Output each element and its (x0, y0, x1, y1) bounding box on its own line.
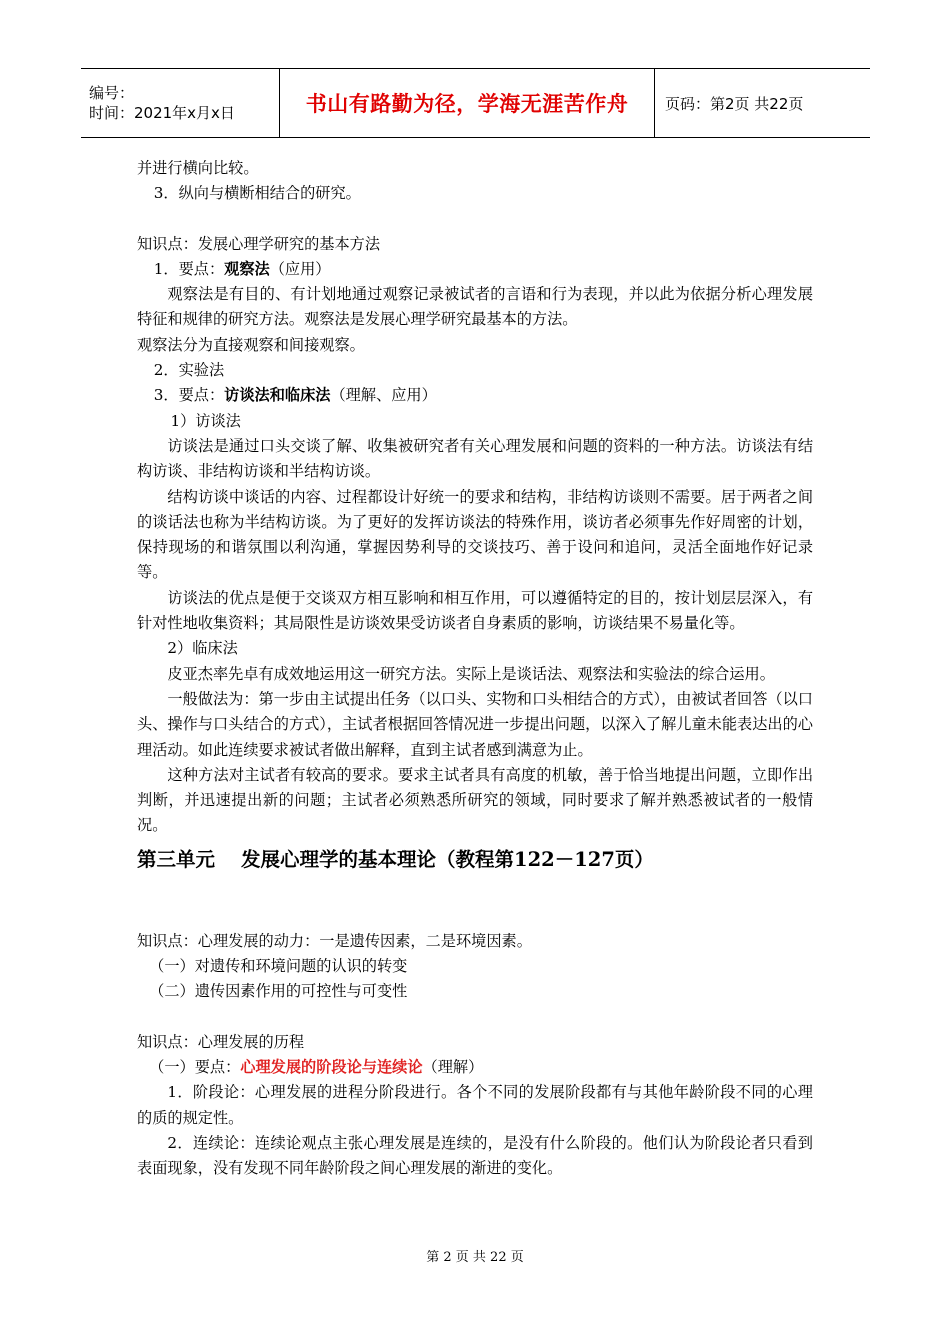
page-footer (0, 1246, 950, 1265)
document-body (137, 156, 813, 1181)
list-item (137, 1055, 813, 1080)
header-number-label: 编号： (89, 84, 135, 102)
paragraph: 皮亚杰率先卓有成效地运用这一研究方法。实际上是谈话法、观察法和实验法的综合运用。 (167, 664, 775, 683)
item-suffix: （理解、应用） (330, 386, 437, 405)
list-item: （二）遗传因素作用的可控性与可变性 (149, 982, 408, 1001)
knowledge-point-heading: 知识点：心理发展的历程 (137, 1032, 305, 1051)
item-prefix: （一）要点： (149, 1057, 241, 1076)
item-keyword: 观察法 (224, 259, 270, 278)
list-item (137, 257, 813, 282)
list-item (137, 383, 813, 408)
header-page-info: 页码：第2页 共22页 (665, 94, 804, 113)
list-item: 2．实验法 (153, 361, 225, 380)
paragraph: 并进行横向比较。 (137, 159, 259, 177)
item-suffix: （理解） (422, 1057, 484, 1076)
item-prefix: 1．要点： (153, 259, 225, 278)
paragraph: 观察法是有目的、有计划地通过观察记录被试者的言语和行为表现，并以此为依据分析心理发展特征和规律的研究方法。观察法是发展心理学研究最基本的方法。 (137, 285, 813, 329)
unit-title-number: 第三单元 (137, 847, 216, 871)
sub-heading: 2）临床法 (167, 639, 238, 658)
paragraph: 2．连续论：连续论观点主张心理发展是连续的，是没有什么阶段的。他们认为阶段论者只看到表面现象，没有发现不同年龄阶段之间心理发展的渐进的变化。 (137, 1133, 813, 1178)
unit-title (137, 845, 813, 875)
paragraph: 观察法分为直接观察和间接观察。 (137, 335, 365, 354)
list-item: （一）对遗传和环境问题的认识的转变 (149, 957, 408, 976)
paragraph: 1．阶段论：心理发展的进程分阶段进行。各个不同的发展阶段都有与其他年龄阶段不同的心理的质的规定性。 (137, 1083, 813, 1127)
item-keyword: 访谈法和临床法 (224, 386, 331, 405)
header-motto-cell (280, 69, 655, 137)
paragraph: 这种方法对主试者有较高的要求。要求主试者具有高度的机敏，善于恰当地提出问题，立即作出判断，并迅速提出新的问题；主试者必须熟悉所研究的领域，同时要求了解并熟悉被试者的一般情况。 (137, 765, 813, 835)
paragraph: 访谈法的优点是便于交谈双方相互影响和相互作用，可以遵循特定的目的，按计划层层深入，有针对性地收集资料；其局限性是访谈效果受访谈者自身素质的影响，访谈结果不易量化等。 (137, 588, 813, 633)
footer-page-number: 第 2 页 共 22 页 (426, 1250, 524, 1265)
item-prefix: 3．要点： (153, 386, 225, 405)
unit-title-text: 发展心理学的基本理论（教程第122－127页） (241, 847, 654, 871)
header-time-label: 时间：2021年x月x日 (89, 104, 235, 122)
knowledge-point-heading: 知识点：发展心理学研究的基本方法 (137, 234, 380, 253)
item-keyword-highlight: 心理发展的阶段论与连续论 (240, 1057, 423, 1076)
sub-heading: 1）访谈法 (170, 411, 241, 430)
header-meta (81, 69, 280, 137)
header-motto: 书山有路勤为径，学海无涯苦作舟 (305, 92, 629, 116)
list-item: 3．纵向与横断相结合的研究。 (153, 184, 361, 203)
item-suffix: （应用） (269, 259, 331, 278)
paragraph: 一般做法为：第一步由主试提出任务（以口头、实物和口头相结合的方式），由被试者回答（以口头、操作与口头结合的方式），主试者根据回答情况进一步提出问题，以深入了解儿童未能表达出的心理活动。如此连续要求被试者做出解释，直到主试者感到满意为止。 (137, 689, 813, 759)
knowledge-point-heading: 知识点：心理发展的动力：一是遗传因素，二是环境因素。 (137, 931, 532, 950)
page-header (81, 68, 870, 138)
paragraph: 访谈法是通过口头交谈了解、收集被研究者有关心理发展和问题的资料的一种方法。访谈法有结构访谈、非结构访谈和半结构访谈。 (137, 436, 813, 481)
paragraph: 结构访谈中谈话的内容、过程都设计好统一的要求和结构，非结构访谈则不需要。居于两者之间的谈话法也称为半结构访谈。为了更好的发挥访谈法的特殊作用，谈访者必须事先作好周密的计划，保持现场的和谐氛围以利沟通，掌握因势利导的交谈技巧、善于设问和追问，灵活全面地作好记录等。 (137, 487, 813, 582)
header-page-info-cell (655, 69, 870, 137)
